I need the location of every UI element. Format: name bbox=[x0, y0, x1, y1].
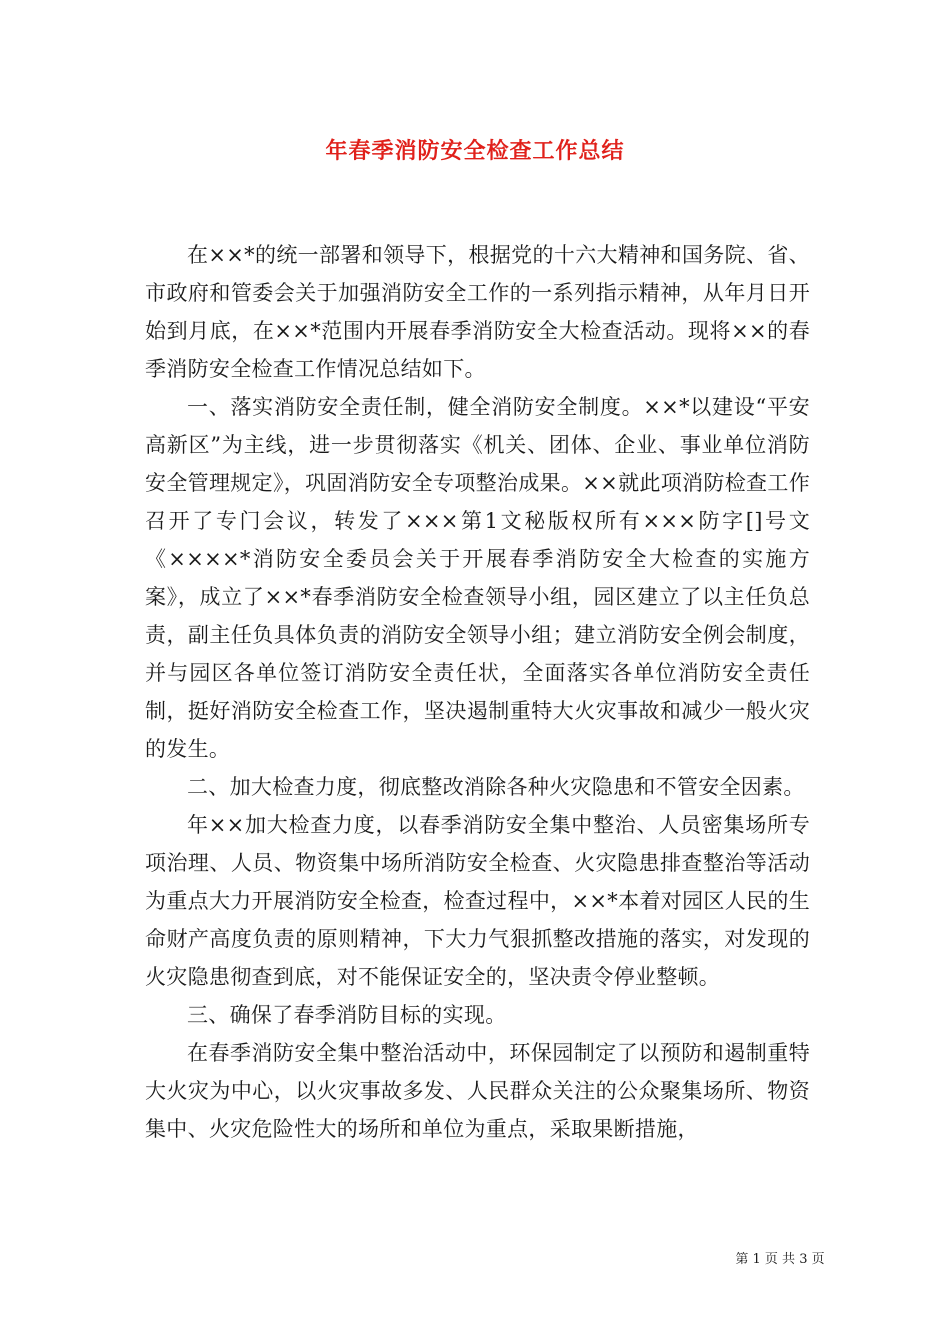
paragraph-section-2-body: 年××加大检查力度，以春季消防安全集中整治、人员密集场所专项治理、人员、物资集中场所消防安全检查、火灾隐患排查整治等活动为重点大力开展消防安全检查，检查过程中，××*本着对园区人民的生命财产高度负责的原则精神，下大力气狠抓整改措施的落实，对发现的火灾隐患彻查到底，对不能保证安全的，坚决责令停业整顿。 bbox=[145, 813, 810, 989]
page-number-footer: 第 1 页 共 3 页 bbox=[735, 1252, 825, 1267]
paragraph-section-3-body: 在春季消防安全集中整治活动中，环保园制定了以预防和遏制重特大火灾为中心，以火灾事故多发、人民群众关注的公众聚集场所、物资集中、火灾危险性大的场所和单位为重点，采取果断措施， bbox=[145, 1041, 810, 1141]
paragraph-section-1: 一、落实消防安全责任制，健全消防安全制度。××*以建设“平安高新区”为主线，进一步贯彻落实《机关、团体、企业、事业单位消防安全管理规定》，巩固消防安全专项整治成果。××就此项消防检查工作召开了专门会议，转发了×××第1文秘版权所有×××防字[]号文《××××*消防安全委员会关于开展春季消防安全大检查的实施方案》，成立了××*春季消防安全检查领导小组，园区建立了以主任负总责，副主任负具体负责的消防安全领导小组；建立消防安全例会制度，并与园区各单位签订消防安全责任状，全面落实各单位消防安全责任制，挺好消防安全检查工作，坚决遏制重特大火灾事故和减少一般火灾的发生。 bbox=[145, 395, 810, 761]
document-title: 年春季消防安全检查工作总结 bbox=[325, 139, 625, 164]
paragraph-section-2-heading: 二、加大检查力度，彻底整改消除各种火灾隐患和不管安全因素。 bbox=[187, 775, 805, 799]
paragraph-section-3-heading: 三、确保了春季消防目标的实现。 bbox=[187, 1003, 507, 1027]
paragraph-intro: 在××*的统一部署和领导下，根据党的十六大精神和国务院、省、市政府和管委会关于加强消防安全工作的一系列指示精神，从年月日开始到月底，在××*范围内开展春季消防安全大检查活动。现将××的春季消防安全检查工作情况总结如下。 bbox=[145, 243, 810, 381]
document-body bbox=[145, 236, 810, 1148]
